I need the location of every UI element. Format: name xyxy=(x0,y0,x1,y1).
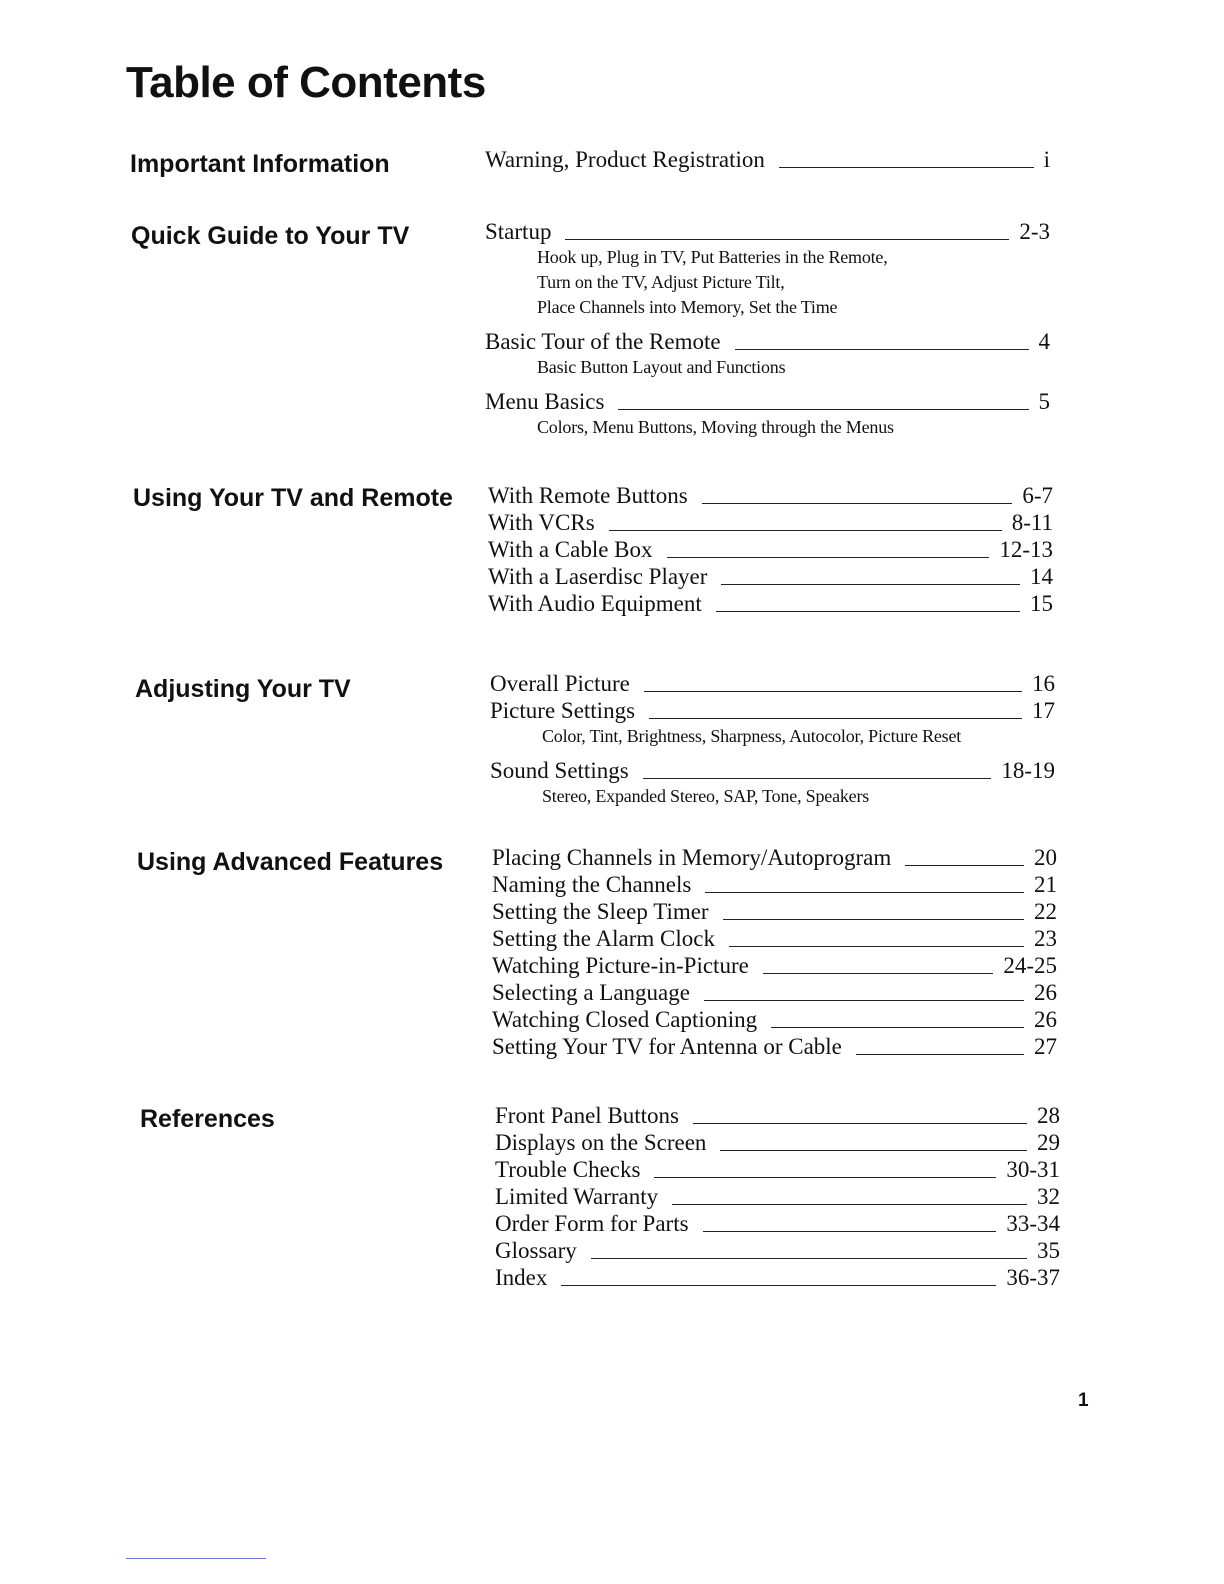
entry-label: Picture Settings xyxy=(490,698,636,723)
entry-label: With a Cable Box xyxy=(488,537,653,562)
toc-entry[interactable] xyxy=(492,898,1057,925)
entry-page: 8-11 xyxy=(1011,510,1053,535)
entry-page: 29 xyxy=(1037,1130,1060,1155)
entry-page: 35 xyxy=(1037,1238,1060,1263)
entry-page: 24-25 xyxy=(1003,953,1057,978)
toc-entry[interactable] xyxy=(488,563,1053,590)
entry-label: Warning, Product Registration xyxy=(485,147,765,172)
entry-subtopics: Color, Tint, Brightness, Sharpness, Autocolor, Picture Reset xyxy=(542,726,962,746)
entry-page: 27 xyxy=(1034,1034,1057,1059)
leader-line xyxy=(618,409,1028,410)
entry-label: Overall Picture xyxy=(490,671,630,696)
leader-line xyxy=(693,1123,1027,1124)
leader-line xyxy=(609,530,1002,531)
toc-entry[interactable] xyxy=(492,925,1057,952)
toc-entry[interactable] xyxy=(488,482,1053,509)
leader-line xyxy=(649,718,1022,719)
entry-subtopics: Turn on the TV, Adjust Picture Tilt, xyxy=(537,272,785,292)
leader-line xyxy=(643,778,992,779)
leader-line xyxy=(565,239,1009,240)
entry-label: Setting Your TV for Antenna or Cable xyxy=(492,1034,842,1059)
entry-subtopics: Hook up, Plug in TV, Put Batteries in the Remote, xyxy=(537,247,888,267)
toc-entry[interactable] xyxy=(488,509,1053,536)
entry-page: 23 xyxy=(1034,926,1057,951)
leader-line xyxy=(704,1000,1024,1001)
entry-label: Placing Channels in Memory/Autoprogram xyxy=(492,845,892,870)
toc-entry[interactable] xyxy=(490,757,1055,784)
entry-page: 6-7 xyxy=(1022,483,1053,508)
toc-entry[interactable] xyxy=(485,146,1050,173)
leader-line xyxy=(705,892,1024,893)
toc-entry[interactable] xyxy=(485,328,1050,355)
entry-page: 22 xyxy=(1034,899,1057,924)
toc-entry[interactable] xyxy=(490,697,1055,724)
entry-label: Sound Settings xyxy=(490,758,629,783)
section-heading-using-tv-remote: Using Your TV and Remote xyxy=(133,484,453,512)
entry-label: With Audio Equipment xyxy=(488,591,702,616)
entry-label: Setting the Alarm Clock xyxy=(492,926,715,951)
entry-page: 14 xyxy=(1030,564,1053,589)
scan-edge-line xyxy=(126,1558,266,1559)
leader-line xyxy=(905,865,1024,866)
toc-entry[interactable] xyxy=(495,1237,1060,1264)
leader-line xyxy=(654,1177,996,1178)
entry-page: 2-3 xyxy=(1019,219,1050,244)
entry-page: 28 xyxy=(1037,1103,1060,1128)
leader-line xyxy=(856,1054,1024,1055)
entry-page: 12-13 xyxy=(999,537,1053,562)
entry-subtopics: Basic Button Layout and Functions xyxy=(537,357,786,377)
section-entries-using-tv-remote xyxy=(488,482,1053,617)
entry-page: 4 xyxy=(1038,329,1050,354)
section-heading-quick-guide: Quick Guide to Your TV xyxy=(131,222,410,250)
leader-line xyxy=(720,1150,1027,1151)
entry-page: 18-19 xyxy=(1001,758,1055,783)
section-entries-references xyxy=(495,1102,1060,1291)
entry-label: Basic Tour of the Remote xyxy=(485,329,721,354)
entry-page: 32 xyxy=(1037,1184,1060,1209)
toc-entry[interactable] xyxy=(485,218,1050,245)
toc-entry[interactable] xyxy=(492,1006,1057,1033)
toc-entry[interactable] xyxy=(490,670,1055,697)
section-heading-adjusting-tv: Adjusting Your TV xyxy=(135,675,351,703)
toc-entry[interactable] xyxy=(495,1129,1060,1156)
entry-page: 26 xyxy=(1034,980,1057,1005)
leader-line xyxy=(716,611,1020,612)
entry-page: 16 xyxy=(1032,671,1055,696)
section-entries-important-information xyxy=(485,146,1050,173)
entry-label: Order Form for Parts xyxy=(495,1211,689,1236)
entry-label: Naming the Channels xyxy=(492,872,692,897)
entry-page: 20 xyxy=(1034,845,1057,870)
entry-label: With Remote Buttons xyxy=(488,483,688,508)
section-heading-advanced-features: Using Advanced Features xyxy=(137,848,444,876)
page-number: 1 xyxy=(1078,1390,1089,1411)
entry-page: 36-37 xyxy=(1006,1265,1060,1290)
leader-line xyxy=(721,584,1020,585)
section-heading-references: References xyxy=(140,1105,275,1133)
entry-subtopics: Stereo, Expanded Stereo, SAP, Tone, Speakers xyxy=(542,786,870,806)
leader-line xyxy=(779,167,1034,168)
toc-entry[interactable] xyxy=(488,536,1053,563)
entry-page: 15 xyxy=(1030,591,1053,616)
toc-entry[interactable] xyxy=(492,1033,1057,1060)
leader-line xyxy=(723,919,1024,920)
entry-subtopics: Colors, Menu Buttons, Moving through the Menus xyxy=(537,417,894,437)
entry-label: With a Laserdisc Player xyxy=(488,564,708,589)
leader-line xyxy=(735,349,1029,350)
toc-entry[interactable] xyxy=(495,1156,1060,1183)
page-title: Table of Contents xyxy=(126,58,486,107)
entry-page: 30-31 xyxy=(1006,1157,1060,1182)
leader-line xyxy=(644,691,1022,692)
leader-line xyxy=(667,557,990,558)
entry-label: Watching Picture-in-Picture xyxy=(492,953,749,978)
entry-label: Front Panel Buttons xyxy=(495,1103,680,1128)
entry-subtopics: Place Channels into Memory, Set the Time xyxy=(537,297,838,317)
leader-line xyxy=(763,973,994,974)
entry-label: Trouble Checks xyxy=(495,1157,641,1182)
entry-label: Startup xyxy=(485,219,552,244)
section-entries-adjusting-tv xyxy=(490,670,1055,809)
toc-entry[interactable] xyxy=(495,1210,1060,1237)
entry-label: Watching Closed Captioning xyxy=(492,1007,758,1032)
toc-entry[interactable] xyxy=(488,590,1053,617)
entry-page: 26 xyxy=(1034,1007,1057,1032)
leader-line xyxy=(703,1231,997,1232)
leader-line xyxy=(591,1258,1027,1259)
entry-label: Limited Warranty xyxy=(495,1184,659,1209)
entry-label: Index xyxy=(495,1265,548,1290)
section-heading-important-information: Important Information xyxy=(130,150,390,178)
section-entries-quick-guide xyxy=(485,218,1050,440)
toc-entry[interactable] xyxy=(485,388,1050,415)
leader-line xyxy=(771,1027,1024,1028)
toc-entry[interactable] xyxy=(492,844,1057,871)
toc-entry[interactable] xyxy=(492,952,1057,979)
entry-page: 33-34 xyxy=(1006,1211,1060,1236)
section-entries-advanced-features xyxy=(492,844,1057,1060)
entry-page: 21 xyxy=(1034,872,1057,897)
leader-line xyxy=(561,1285,996,1286)
entry-label: Displays on the Screen xyxy=(495,1130,707,1155)
entry-page: 5 xyxy=(1038,389,1050,414)
entry-page: 17 xyxy=(1032,698,1055,723)
entry-label: Menu Basics xyxy=(485,389,605,414)
entry-label: Selecting a Language xyxy=(492,980,690,1005)
toc-entry[interactable] xyxy=(495,1102,1060,1129)
toc-entry[interactable] xyxy=(495,1264,1060,1291)
toc-entry[interactable] xyxy=(495,1183,1060,1210)
leader-line xyxy=(672,1204,1027,1205)
leader-line xyxy=(702,503,1013,504)
entry-label: With VCRs xyxy=(488,510,595,535)
entry-label: Setting the Sleep Timer xyxy=(492,899,709,924)
leader-line xyxy=(729,946,1024,947)
entry-page: i xyxy=(1043,147,1050,172)
toc-entry[interactable] xyxy=(492,979,1057,1006)
toc-entry[interactable] xyxy=(492,871,1057,898)
entry-label: Glossary xyxy=(495,1238,577,1263)
